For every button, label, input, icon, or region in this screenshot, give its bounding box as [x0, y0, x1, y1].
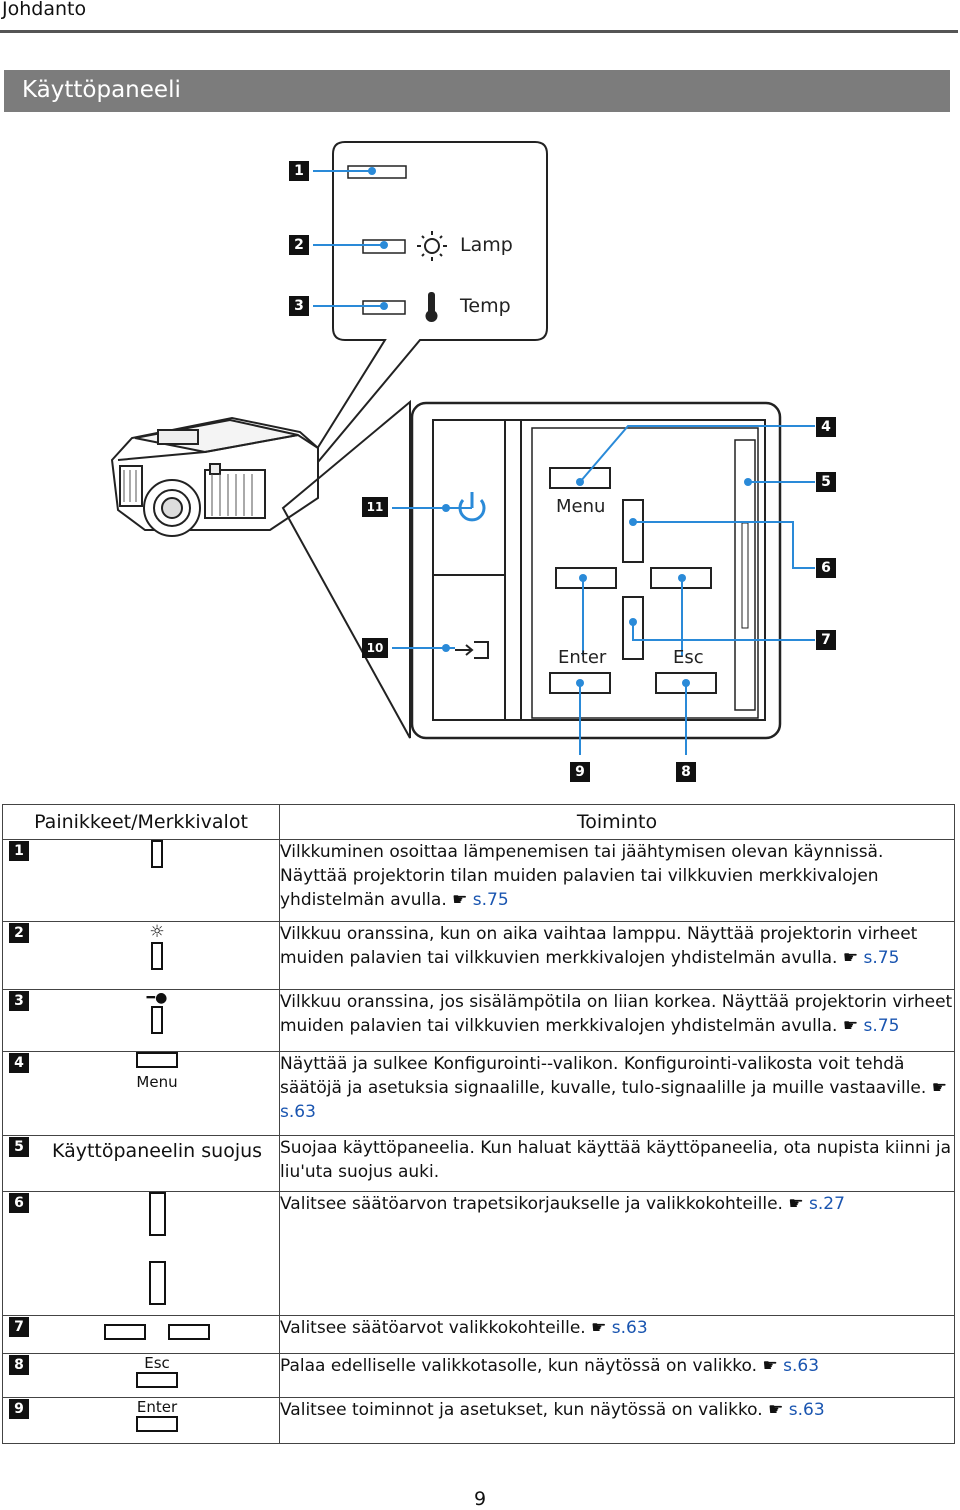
col-header-buttons: Painikkeet/Merkkivalot	[3, 805, 280, 840]
col-header-function: Toiminto	[280, 805, 955, 840]
reference-icon: ☛	[768, 1400, 784, 1420]
row-number: 7	[9, 1317, 29, 1337]
callout-4: 4	[816, 417, 836, 437]
table-row	[3, 1354, 955, 1398]
row-desc: Palaa edelliselle valikkotasolle, kun näytössä on valikko.	[280, 1356, 758, 1376]
row-desc: Valitsee toiminnot ja asetukset, kun näytössä on valikko.	[280, 1400, 763, 1420]
callout-9: 9	[570, 762, 590, 782]
header-rule	[0, 30, 958, 33]
callout-7: 7	[816, 630, 836, 650]
row-desc: Vilkkuu oranssina, jos sisälämpötila on liian korkea. Näyttää projektorin virheet muiden palavien tai vilkkuvien merkkivalojen yhdistelmän avulla.	[280, 992, 953, 1036]
row-number: 1	[9, 841, 29, 861]
section-header: Johdanto	[2, 0, 87, 20]
page-ref-link[interactable]: s.63	[788, 1400, 825, 1420]
reference-icon: ☛	[762, 1356, 778, 1376]
row-number: 4	[9, 1053, 29, 1073]
controls-table	[2, 804, 955, 1444]
page-ref-link[interactable]: s.63	[280, 1102, 316, 1122]
row-desc: Valitsee säätöarvon trapetsikorjaukselle ja valikkokohteille.	[280, 1194, 783, 1214]
table-header-row	[3, 805, 955, 840]
indicator-icon	[151, 840, 163, 868]
control-panel-diagram	[0, 130, 960, 800]
menu-button-icon	[136, 1052, 178, 1068]
table-row	[3, 1398, 955, 1444]
indicator-icon	[151, 1006, 163, 1034]
callout-10: 10	[362, 638, 388, 658]
enter-button-label: Enter	[136, 1398, 178, 1416]
lamp-label: Lamp	[460, 234, 513, 256]
row-number: 6	[9, 1193, 29, 1213]
reference-icon: ☛	[452, 890, 468, 910]
reference-icon: ☛	[788, 1194, 804, 1214]
page-ref-link[interactable]: s.27	[809, 1194, 845, 1214]
up-button-icon	[149, 1192, 166, 1236]
table-row	[3, 922, 955, 990]
callout-5: 5	[816, 472, 836, 492]
indicator-icon	[151, 942, 163, 970]
page-ref-link[interactable]: s.75	[472, 890, 509, 910]
row-number: 5	[9, 1137, 29, 1157]
reference-icon: ☛	[931, 1078, 947, 1098]
row-number: 8	[9, 1355, 29, 1375]
row-desc: Vilkkuminen osoittaa lämpenemisen tai jäähtymisen olevan käynnissä. Näyttää projektorin tilan muiden palavien tai vilkkuvien merkkivalojen yhdistelmän avulla.	[280, 842, 884, 910]
callout-2: 2	[289, 235, 309, 255]
callout-6: 6	[816, 558, 836, 578]
page-ref-link[interactable]: s.75	[863, 1016, 900, 1036]
table-row	[3, 1192, 955, 1316]
page-ref-link[interactable]: s.63	[783, 1356, 820, 1376]
diagram-illustration	[0, 130, 960, 800]
page-ref-link[interactable]: s.75	[863, 948, 900, 968]
row-number: 2	[9, 923, 29, 943]
reference-icon: ☛	[842, 1016, 859, 1036]
page-ref-link[interactable]: s.63	[611, 1318, 648, 1338]
menu-button-label: Menu	[136, 1073, 178, 1091]
cover-label: Käyttöpaneelin suojus	[51, 1140, 263, 1162]
callout-11: 11	[362, 497, 388, 517]
row-number: 9	[9, 1399, 29, 1419]
page-title: Käyttöpaneeli	[22, 77, 181, 103]
table-row	[3, 1136, 955, 1192]
temp-label: Temp	[460, 295, 511, 317]
row-desc: Näyttää ja sulkee Konfigurointi--valikon. Konfigurointi-valikosta voit tehdä säätöjä ja asetuksia signaalille, kuvalle, tulo-signaalille ja muille vastaaville.	[280, 1054, 927, 1098]
reference-icon: ☛	[842, 948, 859, 968]
table-row	[3, 840, 955, 922]
temp-icon: ━●	[146, 990, 168, 1006]
callout-3: 3	[289, 296, 309, 316]
title-bar	[4, 70, 950, 112]
esc-button-label: Esc	[144, 1354, 170, 1372]
table-row	[3, 990, 955, 1052]
down-button-icon	[149, 1261, 166, 1305]
row-desc: Valitsee säätöarvot valikkokohteille.	[280, 1318, 586, 1338]
left-button-icon	[104, 1324, 146, 1340]
page-number: 9	[473, 1488, 487, 1510]
callout-8: 8	[676, 762, 696, 782]
menu-label: Menu	[556, 496, 606, 517]
row-desc: Suojaa käyttöpaneelia. Kun haluat käyttää käyttöpaneelia, ota nupista kiinni ja liu'uta suojus auki.	[280, 1138, 952, 1182]
callout-1: 1	[289, 161, 309, 181]
table-row	[3, 1316, 955, 1354]
table-row	[3, 1052, 955, 1136]
row-desc: Vilkkuu oranssina, kun on aika vaihtaa lamppu. Näyttää projektorin virheet muiden palavien tai vilkkuvien merkkivalojen yhdistelmän avulla.	[280, 924, 918, 968]
esc-label: Esc	[673, 647, 704, 668]
enter-button-icon	[136, 1416, 178, 1432]
right-button-icon	[168, 1324, 210, 1340]
reference-icon: ☛	[591, 1318, 607, 1338]
lamp-icon: ☼	[149, 922, 165, 942]
esc-button-icon	[136, 1372, 178, 1388]
row-number: 3	[9, 991, 29, 1011]
enter-label: Enter	[558, 647, 607, 668]
